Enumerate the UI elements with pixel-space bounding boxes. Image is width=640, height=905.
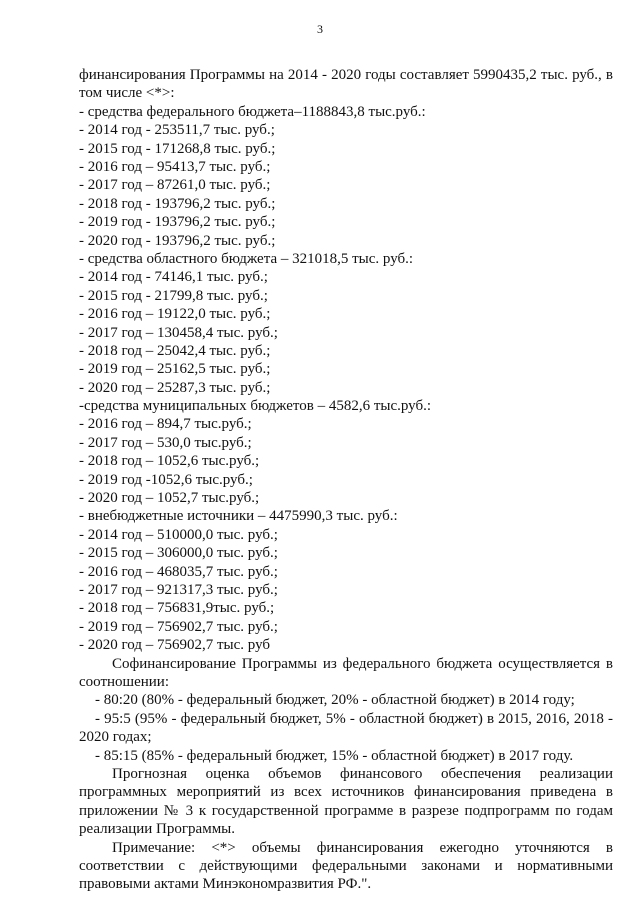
funding-line: - 2016 год – 19122,0 тыс. руб.; [79,306,271,323]
funding-line: - 2014 год - 253511,7 тыс. руб.; [79,122,275,139]
ratio-item: - 80:20 (80% - федеральный бюджет, 20% - областной бюджет) в 2014 году; [95,692,575,709]
funding-line: -средства муниципальных бюджетов – 4582,6 тыс.руб.: [79,398,432,415]
note-paragraph: Примечание: <*> объемы финансирования ежегодно уточняются в соответствии с действующими федеральными законами и нормативными правовыми актами Минэкономразвития РФ.". [79,839,613,893]
funding-line: - 2018 год – 756831,9тыс. руб.; [79,600,275,617]
ratio-list [79,691,613,765]
funding-line: - 2016 год – 468035,7 тыс. руб.; [79,563,278,580]
funding-line: - 2014 год – 510000,0 тыс. руб.; [79,526,278,543]
funding-line: - 2017 год – 87261,0 тыс. руб.; [79,177,271,194]
ratio-item: - 95:5 (95% - федеральный бюджет, 5% - областной бюджет) в 2015, 2016, 2018 - 2020 годах; [79,710,613,746]
funding-line: - 2019 год – 25162,5 тыс. руб.; [79,361,271,378]
funding-line: - 2020 год – 25287,3 тыс. руб.; [79,379,271,396]
ratio-item: - 85:15 (85% - федеральный бюджет, 15% - областной бюджет) в 2017 году. [95,747,574,764]
funding-line: - 2015 год - 21799,8 тыс. руб.; [79,287,268,304]
funding-line: - 2015 год - 171268,8 тыс. руб.; [79,140,276,157]
funding-line: - 2014 год - 74146,1 тыс. руб.; [79,269,268,286]
forecast-paragraph: Прогнозная оценка объемов финансового обеспечения реализации программных мероприятий из всех источников финансирования приведена в приложении № 3 к государственной программе в разрезе подпрограмм по годам реализации Программы. [79,765,613,838]
funding-line: - 2016 год – 95413,7 тыс. руб.; [79,158,271,175]
funding-line: - 2019 год - 193796,2 тыс. руб.; [79,214,276,231]
funding-line: - средства федерального бюджета–1188843,8 тыс.руб.: [79,103,426,120]
funding-line: - средства областного бюджета – 321018,5 тыс. руб.: [79,250,414,267]
funding-line: - 2019 год – 756902,7 тыс. руб.; [79,618,278,635]
funding-line: - 2018 год - 193796,2 тыс. руб.; [79,195,276,212]
funding-line: - 2015 год – 306000,0 тыс. руб.; [79,545,278,562]
funding-line: - 2018 год – 25042,4 тыс. руб.; [79,342,271,359]
intro-paragraph: финансирования Программы на 2014 - 2020 годы составляет 5990435,2 тыс. руб., в том числе <*>: [79,67,613,102]
funding-line: - внебюджетные источники – 4475990,3 тыс. руб.: [79,508,398,525]
funding-line: - 2017 год – 130458,4 тыс. руб.; [79,324,278,341]
funding-line: - 2019 год -1052,6 тыс.руб.; [79,471,253,488]
funding-line: - 2020 год – 756902,7 тыс. руб [79,637,271,654]
page-number: 3 [317,22,323,36]
funding-line: - 2018 год – 1052,6 тыс.руб.; [79,453,260,470]
funding-line: - 2017 год – 530,0 тыс.руб.; [79,434,252,451]
funding-line: - 2020 год - 193796,2 тыс. руб.; [79,232,276,249]
funding-list [79,103,613,655]
document-body [79,66,613,894]
cofinancing-paragraph: Софинансирование Программы из федерального бюджета осуществляется в соотношении: [79,655,613,690]
funding-line: - 2016 год – 894,7 тыс.руб.; [79,416,252,433]
funding-line: - 2017 год – 921317,3 тыс. руб.; [79,581,278,598]
funding-line: - 2020 год – 1052,7 тыс.руб.; [79,490,260,507]
